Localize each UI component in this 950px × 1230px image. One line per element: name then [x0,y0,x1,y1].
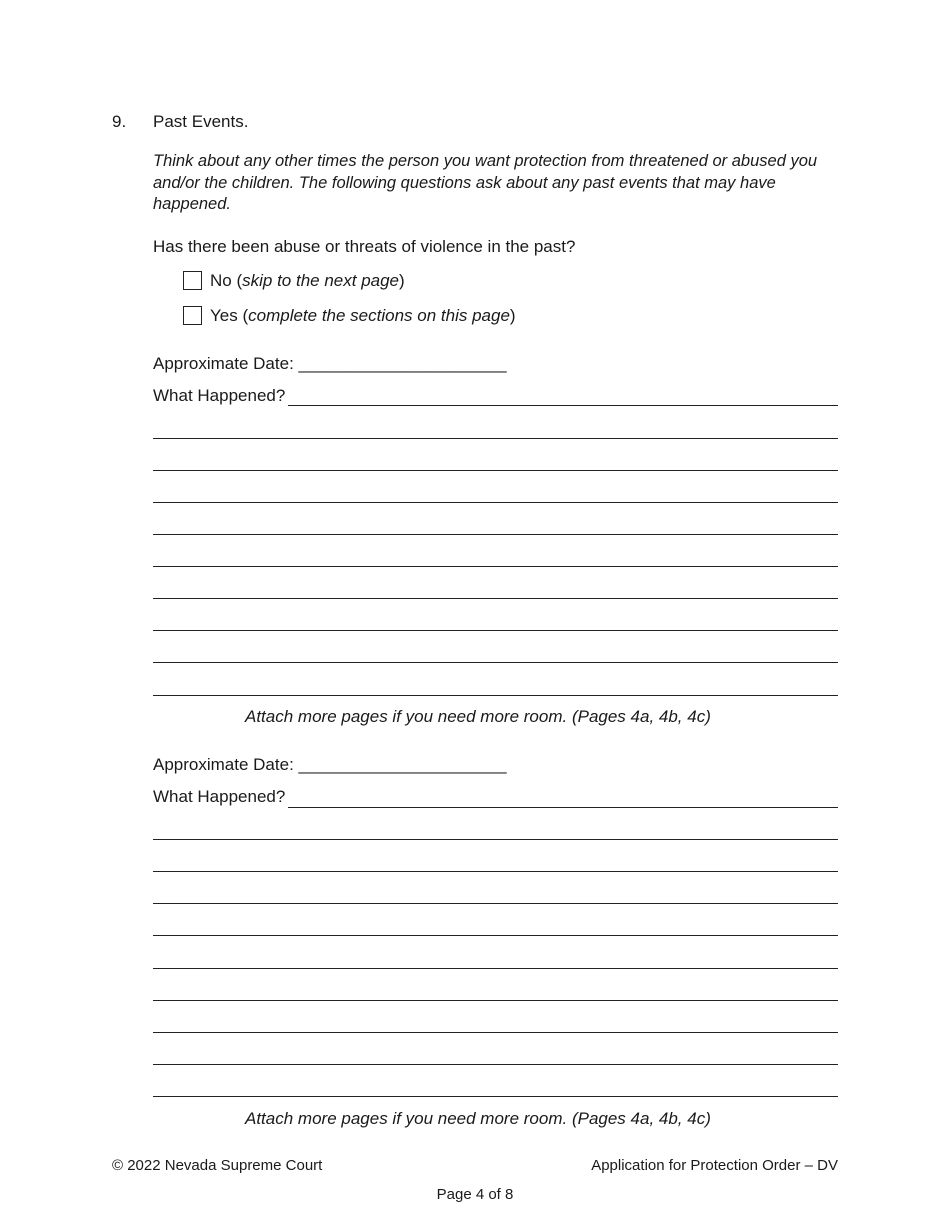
what-happened-line-2-2[interactable] [153,871,838,872]
what-happened-line-2-3[interactable] [153,903,838,904]
what-happened-line-1-9[interactable] [153,695,838,696]
what-happened-line-2-0[interactable] [288,807,838,808]
no-checkbox[interactable] [183,271,202,290]
footer-page-number: Page 4 of 8 [436,1186,514,1203]
what-happened-line-2-9[interactable] [153,1096,838,1097]
what-happened-line-1-5[interactable] [153,566,838,567]
approximate-date-field-2[interactable]: ______________________ [298,755,507,774]
yes-option-note: complete the sections on this page [248,306,510,325]
section-intro: Think about any other times the person you want protection from threatened or abused you and/or the children. The following questions ask about any past events that may have happened. [153,152,818,213]
footer-copyright: © 2022 Nevada Supreme Court [112,1157,323,1174]
no-option-label: No (skip to the next page) [210,271,405,290]
section-number: 9. [112,112,127,131]
what-happened-line-1-0[interactable] [288,405,838,406]
what-happened-line-1-1[interactable] [153,438,838,439]
what-happened-line-1-4[interactable] [153,534,838,535]
attach-note-2: Attach more pages if you need more room. (Pages 4a, 4b, 4c) [245,1109,711,1128]
approximate-date-label-1: Approximate Date: ______________________ [153,354,507,373]
yes-checkbox[interactable] [183,306,202,325]
what-happened-line-2-6[interactable] [153,1000,838,1001]
what-happened-line-2-8[interactable] [153,1064,838,1065]
yes-option-label: Yes (complete the sections on this page) [210,306,516,325]
what-happened-line-1-3[interactable] [153,502,838,503]
what-happened-label-1: What Happened? [153,386,286,405]
footer-form-title: Application for Protection Order – DV [591,1157,838,1174]
what-happened-line-2-1[interactable] [153,839,838,840]
approximate-date-field-1[interactable]: ______________________ [298,354,507,373]
what-happened-line-1-8[interactable] [153,662,838,663]
what-happened-label-2: What Happened? [153,787,286,806]
what-happened-line-2-7[interactable] [153,1032,838,1033]
no-option-note: skip to the next page [242,271,400,290]
what-happened-line-1-2[interactable] [153,470,838,471]
approximate-date-label-2: Approximate Date: ______________________ [153,755,507,774]
section-title: Past Events. [153,112,249,131]
attach-note-1: Attach more pages if you need more room. (Pages 4a, 4b, 4c) [245,707,711,726]
what-happened-line-1-6[interactable] [153,598,838,599]
past-abuse-question: Has there been abuse or threats of violence in the past? [153,237,576,256]
what-happened-line-2-4[interactable] [153,935,838,936]
what-happened-line-2-5[interactable] [153,968,838,969]
what-happened-line-1-7[interactable] [153,630,838,631]
